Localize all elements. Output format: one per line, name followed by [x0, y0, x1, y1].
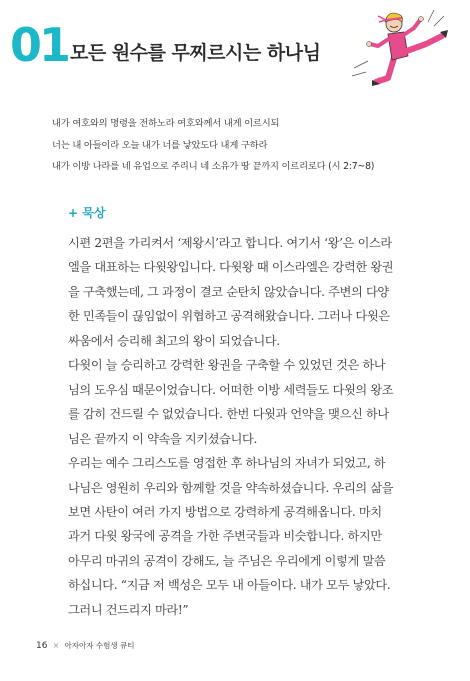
- body-line: 싸움에서 승리해 최고의 왕이 되었습니다.: [68, 333, 280, 348]
- scripture-line: 내가 이방 나라를 네 유업으로 주리니 네 소유가 땅 끝까지 이르리로다 (시 2:7~8): [52, 161, 375, 172]
- chapter-title: 모든 원수를 무찌르시는 하나님: [70, 42, 321, 64]
- scripture-line: 너는 내 아들이라 오늘 내가 너를 낳았도다 내게 구하라: [52, 139, 268, 151]
- footer-separator: ×: [52, 641, 60, 650]
- meditation-body: [68, 231, 420, 622]
- body-line: 과거 다윗 왕국에 공격을 가한 주변국들과 비슷합니다. 하지만: [68, 529, 382, 544]
- scripture-passage: [52, 113, 442, 178]
- body-line: 를 감히 건드릴 수 없었습니다. 한번 다윗과 언약을 맺으신 하나: [68, 407, 389, 422]
- body-line: 다윗이 늘 승리하고 강력한 왕권을 구축할 수 있었던 것은 하나: [68, 358, 386, 373]
- body-line: 엘을 대표하는 다윗왕입니다. 다윗왕 때 이스라엘은 강력한 왕권: [68, 260, 394, 275]
- page-footer: [36, 641, 135, 651]
- page-number: 16: [36, 641, 48, 651]
- book-title: 아자아자 수험생 큐티: [64, 641, 135, 650]
- meditation-section-label: + 묵상: [68, 206, 106, 220]
- body-line: 나님은 영원히 우리와 함께할 것을 약속하셨습니다. 우리의 삶을: [68, 480, 394, 495]
- scripture-line: 내가 여호와의 명령을 전하노라 여호와께서 내게 이르시되: [52, 118, 280, 129]
- body-line: 한 민족들이 끊임없이 위협하고 공격해왔습니다. 그러나 다윗은: [68, 309, 390, 324]
- chapter-number: 01: [10, 18, 69, 72]
- body-line: 님의 도우심 때문이었습니다. 어떠한 이방 세력들도 다윗의 왕조: [68, 382, 394, 397]
- kicking-student-illustration: [348, 6, 452, 92]
- body-line: 그러니 건드리지 마라!”: [68, 602, 189, 617]
- body-line: 을 구축했는데, 그 과정이 결코 순탄치 않았습니다. 주변의 다양: [68, 284, 389, 299]
- body-line: 보면 사탄이 여러 가지 방법으로 강력하게 공격해옵니다. 마치: [68, 504, 382, 519]
- body-line: 시편 2편을 가리켜서 ‘제왕시’라고 합니다. 여기서 ‘왕’은 이스라: [68, 236, 392, 250]
- body-line: 아무리 마귀의 공격이 강해도, 늘 주님은 우리에게 이렇게 말씀: [68, 553, 386, 568]
- body-line: 우리는 예수 그리스도를 영접한 후 하나님의 자녀가 되었고, 하: [68, 456, 386, 471]
- body-line: 님은 끝까지 이 약속을 지키셨습니다.: [68, 431, 257, 446]
- body-line: 하십니다. “지금 저 백성은 모두 내 아들이다. 내가 모두 낳았다.: [68, 578, 391, 593]
